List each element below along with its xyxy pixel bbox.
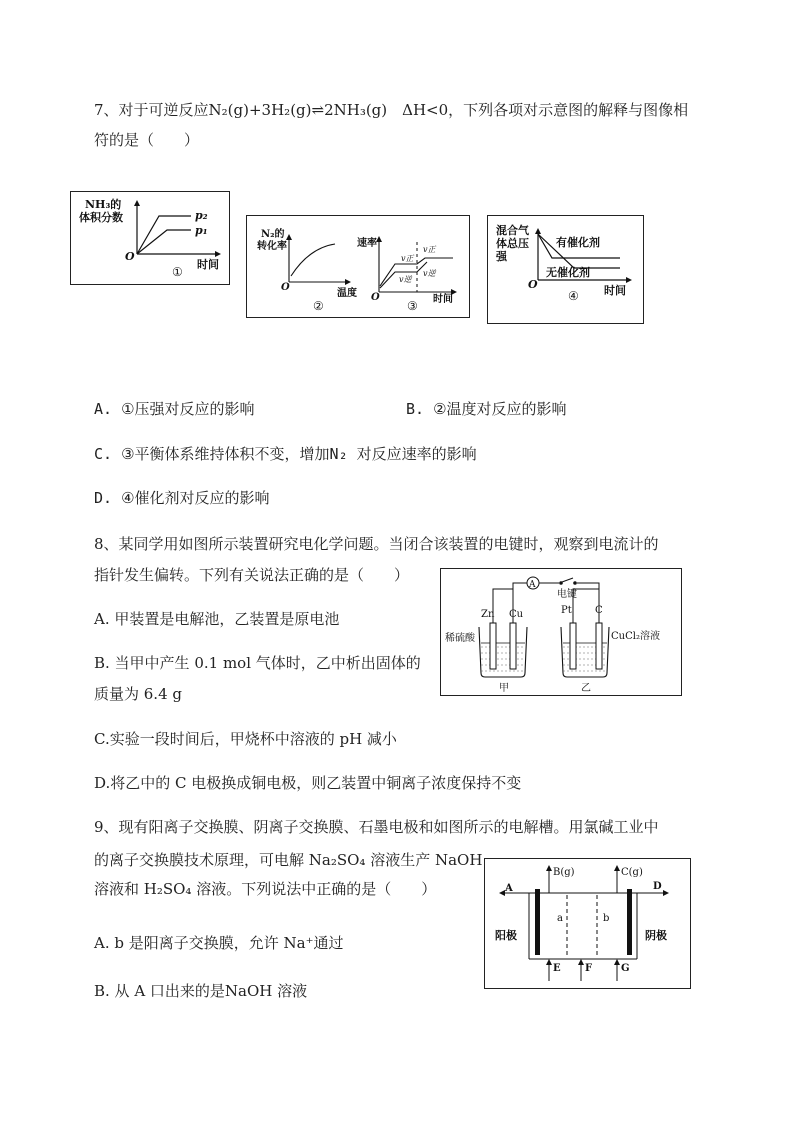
q9-f-inlet: F: [585, 963, 593, 974]
fig3-origin: O: [371, 292, 380, 303]
fig1-xlabel: 时间: [197, 258, 219, 271]
q7-option-d[interactable]: D. ④催化剂对反应的影响: [94, 489, 270, 507]
q9-option-a[interactable]: A. b 是阳离子交换膜，允许 Na⁺通过: [94, 934, 344, 952]
q7-option-a[interactable]: A. ①压强对反应的影响: [94, 400, 255, 418]
fig4-no-catalyst: 无催化剂: [546, 266, 590, 279]
fig2-xlabel: 温度: [337, 288, 357, 299]
fig2-origin: O: [281, 282, 290, 293]
q7-figure-2-3: [246, 215, 470, 318]
q9-d-outlet: D: [653, 881, 662, 892]
fig3-v3: v逆: [399, 275, 412, 284]
q7-option-c[interactable]: C. ③平衡体系维持体积不变，增加N₂ 对反应速率的影响: [94, 445, 477, 463]
q8-zn: Zn: [481, 609, 495, 620]
q9-membrane-b: b: [603, 913, 610, 924]
q9-anode: 阳极: [495, 929, 517, 942]
q7-stem-line2: 符的是（ ）: [94, 131, 200, 149]
fig3-number: ③: [407, 299, 418, 313]
fig1-p1: p₁: [195, 224, 208, 237]
q8-c: C: [595, 605, 603, 616]
fig4-origin: O: [528, 278, 538, 291]
fig1-ylabel-1: NH₃的: [85, 198, 122, 211]
fig1-p2: p₂: [195, 209, 208, 222]
q9-bg: B(g): [553, 867, 575, 878]
fig3-xlabel: 时间: [433, 294, 453, 305]
fig2-ylabel-2: 转化率: [257, 241, 287, 252]
fig1-number: ①: [172, 265, 183, 279]
fig2-number: ②: [313, 299, 324, 313]
q8-option-b-line1[interactable]: B. 当甲中产生 0.1 mol 气体时，乙中析出固体的: [94, 654, 421, 672]
fig4-ylabel-1: 混合气: [496, 224, 529, 237]
q8-figure: [440, 568, 682, 696]
q9-e-inlet: E: [553, 963, 561, 974]
q8-cucl2: CuCl₂溶液: [611, 631, 660, 642]
q8-option-c[interactable]: C.实验一段时间后，甲烧杯中溶液的 pH 减小: [94, 730, 397, 748]
q9-a-outlet: A: [505, 883, 513, 894]
fig4-ylabel-3: 强: [496, 250, 507, 263]
q8-option-b-line2[interactable]: 质量为 6.4 g: [94, 685, 182, 703]
fig1-ylabel-2: 体积分数: [79, 211, 123, 224]
q8-key: 电键: [557, 589, 577, 600]
fig3-v4: v逆: [423, 269, 436, 278]
fig4-xlabel: 时间: [604, 284, 626, 297]
fig4-ylabel-2: 体总压: [496, 237, 529, 250]
q7-option-b[interactable]: B. ②温度对反应的影响: [406, 400, 567, 418]
q9-cathode: 阴极: [645, 929, 667, 942]
q7-stem-line1: 7、对于可逆反应N₂(g)+3H₂(g)⇌2NH₃(g) ΔH<0，下列各项对示意图的解释与图像相: [94, 101, 689, 119]
q7-figure-1: [70, 191, 230, 285]
q8-stem-line1: 8、某同学用如图所示装置研究电化学问题。当闭合该装置的电键时，观察到电流计的: [94, 535, 659, 553]
q9-figure: [484, 858, 691, 989]
fig3-v2: v正: [423, 245, 436, 254]
fig1-origin: O: [125, 250, 135, 263]
fig3-ylabel: 速率: [357, 238, 377, 249]
fig4-catalyst: 有催化剂: [556, 236, 600, 249]
q8-cu: Cu: [509, 609, 524, 620]
q8-pt: Pt: [561, 605, 572, 616]
q8-yi: 乙: [581, 683, 591, 694]
q7-figure-4: [487, 215, 644, 324]
fig4-number: ④: [568, 289, 579, 303]
q9-option-b[interactable]: B. 从 A 口出来的是NaOH 溶液: [94, 982, 308, 1000]
q9-stem-line3: 溶液和 H₂SO₄ 溶液。下列说法中正确的是（ ）: [94, 880, 437, 898]
q9-cg: C(g): [621, 867, 643, 878]
fig3-v1: v正: [401, 254, 414, 263]
q8-option-a[interactable]: A. 甲装置是电解池，乙装置是原电池: [94, 610, 340, 628]
fig2-ylabel-1: N₂的: [261, 229, 285, 240]
q9-membrane-a: a: [557, 913, 563, 924]
q8-jia: 甲: [499, 683, 509, 694]
q8-acid: 稀硫酸: [445, 633, 475, 644]
q8-option-d[interactable]: D.将乙中的 C 电极换成铜电极，则乙装置中铜离子浓度保持不变: [94, 774, 522, 792]
q9-stem-line2: 的离子交换膜技术原理，可电解 Na₂SO₄ 溶液生产 NaOH: [94, 851, 483, 869]
q8-stem-line2: 指针发生偏转。下列有关说法正确的是（ ）: [94, 566, 410, 584]
q8-meter: A: [529, 580, 536, 590]
q9-g-inlet: G: [621, 963, 630, 974]
q9-stem-line1: 9、现有阳离子交换膜、阴离子交换膜、石墨电极和如图所示的电解槽。用氯碱工业中: [94, 818, 659, 836]
